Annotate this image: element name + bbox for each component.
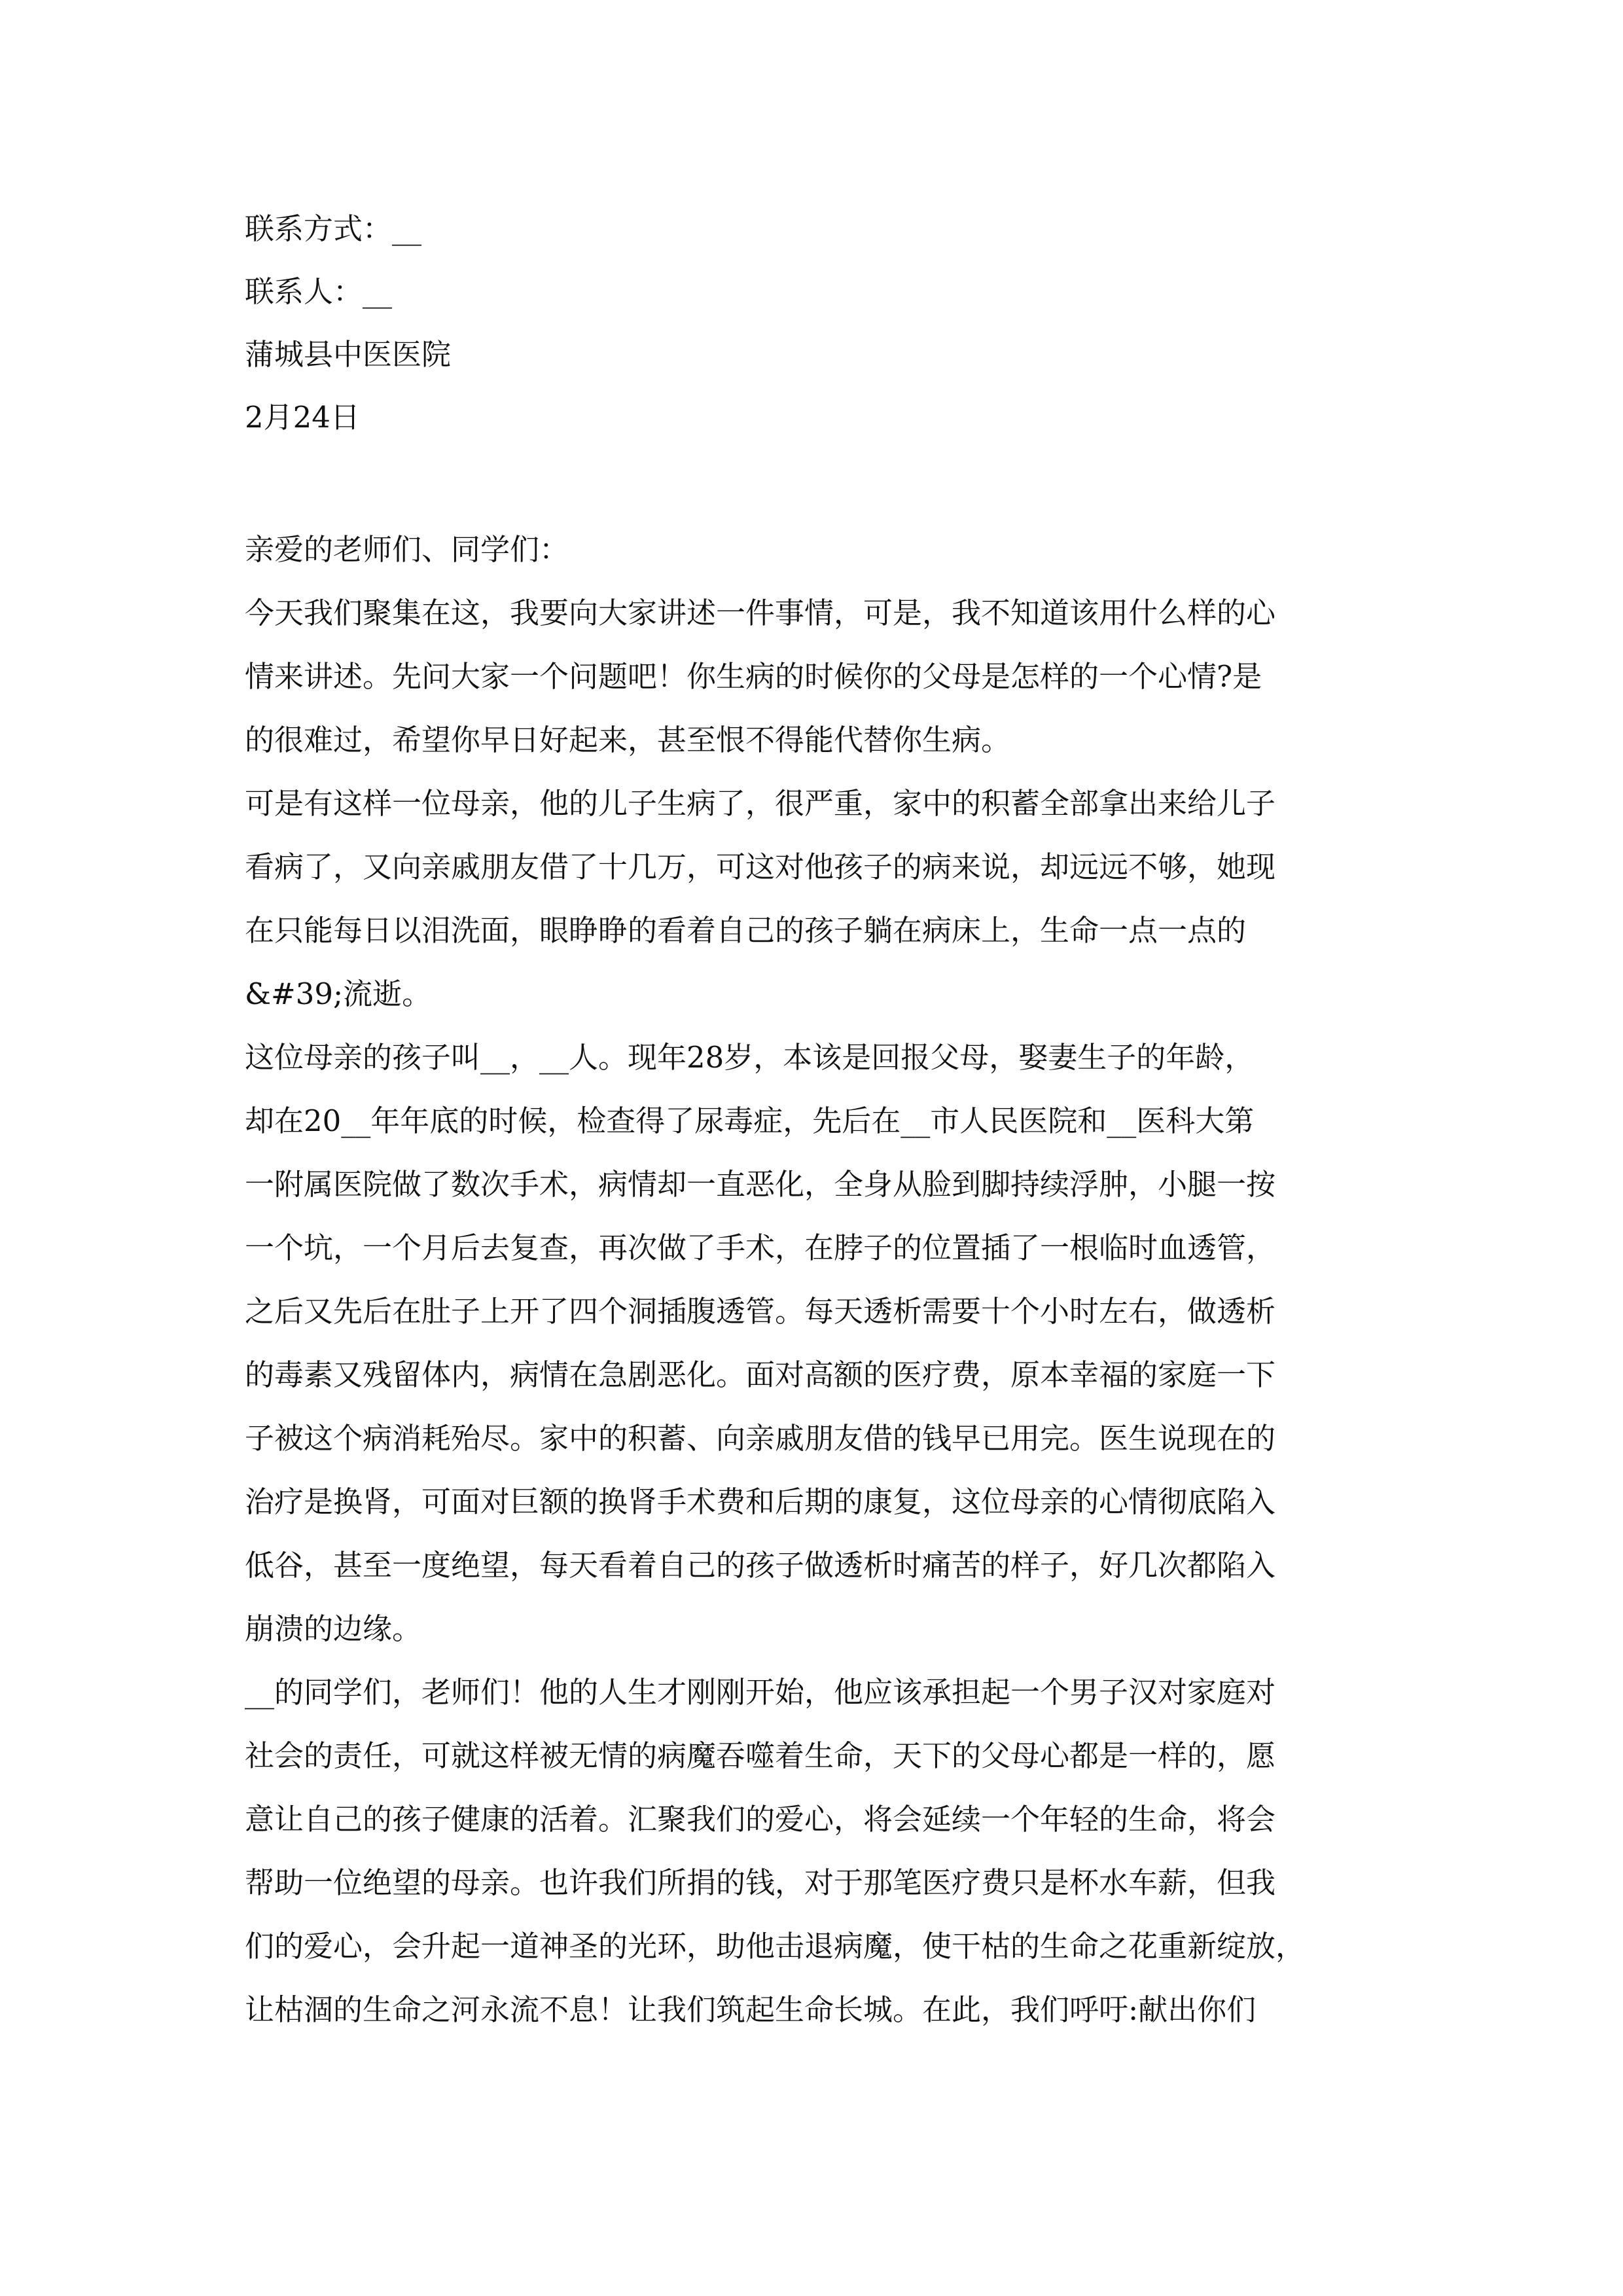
body-line: 社会的责任，可就这样被无情的病魔吞噬着生命，天下的父母心都是一样的，愿 xyxy=(245,1738,1276,1773)
letter-date: 2月24日 xyxy=(245,400,360,435)
body-line: 一附属医院做了数次手术，病情却一直恶化，全身从脸到脚持续浮肿，小腿一按 xyxy=(245,1167,1276,1202)
letter-body xyxy=(245,530,1383,2036)
body-line: 一个坑，一个月后去复查，再次做了手术，在脖子的位置插了一根临时血透管， xyxy=(245,1230,1276,1265)
body-line: 却在20__年年底的时候，检查得了尿毒症，先后在__市人民医院和__医科大第 xyxy=(245,1103,1255,1138)
letter-header xyxy=(245,209,1383,435)
body-line: __的同学们，老师们！他的人生才刚刚开始，他应该承担起一个男子汉对家庭对 xyxy=(245,1675,1276,1710)
body-line: 让枯涸的生命之河永流不息！让我们筑起生命长城。在此，我们呼吁:献出你们 xyxy=(245,1992,1257,2027)
body-line: 的很难过，希望你早日好起来，甚至恨不得能代替你生病。 xyxy=(245,723,1011,757)
salutation: 亲爱的老师们、同学们： xyxy=(245,532,569,567)
body-line: 帮助一位绝望的母亲。也许我们所捐的钱，对于那笔医疗费只是杯水车薪，但我 xyxy=(245,1865,1276,1900)
contact-person: 联系人：__ xyxy=(245,274,393,309)
body-line: &#39;流逝。 xyxy=(245,977,432,1011)
body-line: 可是有这样一位母亲，他的儿子生病了，很严重，家中的积蓄全部拿出来给儿子 xyxy=(245,786,1276,821)
body-line: 在只能每日以泪洗面，眼睁睁的看着自己的孩子躺在病床上，生命一点一点的 xyxy=(245,913,1247,948)
body-line: 的毒素又残留体内，病情在急剧恶化。面对高额的医疗费，原本幸福的家庭一下 xyxy=(245,1357,1276,1392)
body-line: 今天我们聚集在这，我要向大家讲述一件事情，可是，我不知道该用什么样的心 xyxy=(245,596,1276,630)
body-line: 子被这个病消耗殆尽。家中的积蓄、向亲戚朋友借的钱早已用完。医生说现在的 xyxy=(245,1421,1276,1456)
body-line: 意让自己的孩子健康的活着。汇聚我们的爱心，将会延续一个年轻的生命，将会 xyxy=(245,1802,1276,1837)
body-line: 情来讲述。先问大家一个问题吧！你生病的时候你的父母是怎样的一个心情?是 xyxy=(245,659,1262,694)
body-line: 这位母亲的孩子叫__，__人。现年28岁，本该是回报父母，娶妻生子的年龄， xyxy=(245,1040,1255,1075)
body-line: 崩溃的边缘。 xyxy=(245,1611,422,1646)
body-line: 们的爱心，会升起一道神圣的光环，助他击退病魔，使干枯的生命之花重新绽放， xyxy=(245,1929,1306,1964)
body-line: 低谷，甚至一度绝望，每天看着自己的孩子做透析时痛苦的样子，好几次都陷入 xyxy=(245,1548,1276,1583)
body-line: 治疗是换肾，可面对巨额的换肾手术费和后期的康复，这位母亲的心情彻底陷入 xyxy=(245,1484,1276,1519)
body-line: 之后又先后在肚子上开了四个洞插腹透管。每天透析需要十个小时左右，做透析 xyxy=(245,1294,1276,1329)
contact-method: 联系方式：__ xyxy=(245,211,422,246)
hospital-name: 蒲城县中医医院 xyxy=(245,337,452,372)
body-line: 看病了，又向亲戚朋友借了十几万，可这对他孩子的病来说，却远远不够，她现 xyxy=(245,850,1276,884)
